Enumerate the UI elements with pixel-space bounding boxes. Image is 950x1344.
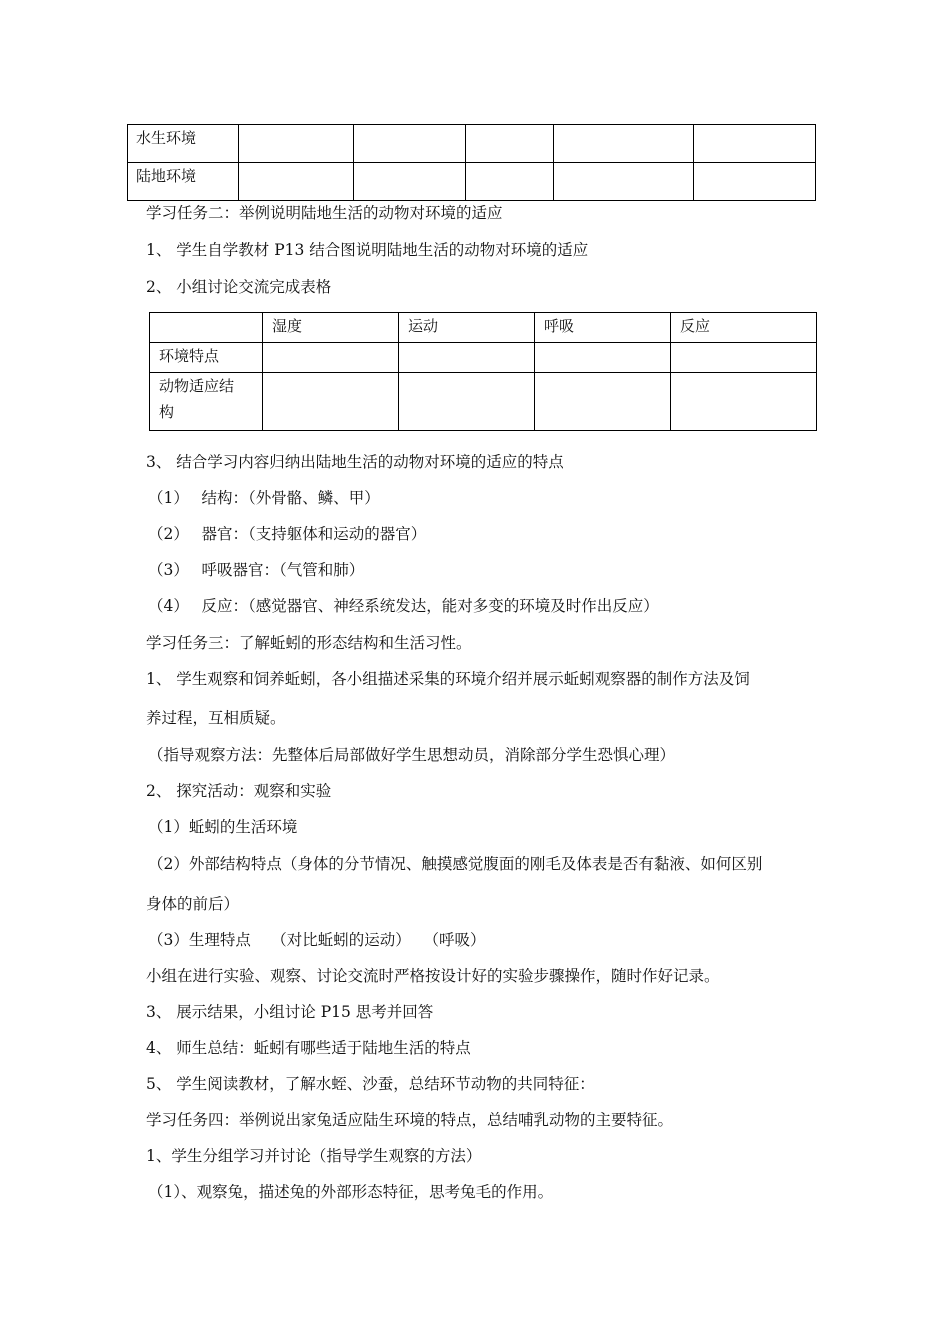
- table-cell: [150, 313, 263, 343]
- table-cell: [239, 125, 354, 163]
- task3-step5: 5、 学生阅读教材，了解水蛭、沙蚕，总结环节动物的共同特征：: [146, 1075, 595, 1093]
- task4-title: 学习任务四：举例说出家兔适应陆生环境的特点，总结哺乳动物的主要特征。: [146, 1111, 674, 1129]
- list-item: （3） 呼吸器官：（气管和肺）: [148, 561, 365, 579]
- table-row: [128, 125, 816, 163]
- task2-step1: 1、 学生自学教材 P13 结合图说明陆地生活的动物对环境的适应: [146, 241, 589, 259]
- task3-sub2-line2: 身体的前后）: [146, 895, 240, 913]
- task3-sub1: （1）蚯蚓的生活环境: [148, 818, 298, 836]
- table-cell: [263, 373, 399, 431]
- row-label-structure: [150, 373, 263, 431]
- task2-step3: 3、 结合学习内容归纳出陆地生活的动物对环境的适应的特点: [146, 453, 564, 471]
- task3-group-note: 小组在进行实验、观察、讨论交流时严格按设计好的实验步骤操作，随时作好记录。: [146, 967, 720, 985]
- table-row: [150, 373, 817, 431]
- header-response: 反应: [671, 313, 817, 343]
- table-cell: [671, 343, 817, 373]
- row-label-aquatic: 水生环境: [128, 125, 239, 163]
- table-cell: [399, 343, 535, 373]
- table-cell: [693, 125, 815, 163]
- table-cell: [466, 125, 553, 163]
- task3-step2: 2、 探究活动：观察和实验: [146, 782, 332, 800]
- table-cell: [399, 373, 535, 431]
- table-row: [150, 343, 817, 373]
- task3-sub2-line1: （2）外部结构特点（身体的分节情况、触摸感觉腹面的刚毛及体表是否有黏液、如何区别: [148, 855, 763, 873]
- task4-sub1: （1）、观察兔，描述兔的外部形态特征，思考兔毛的作用。: [148, 1183, 554, 1201]
- table-cell: [535, 373, 671, 431]
- task2-title: 学习任务二：举例说明陆地生活的动物对环境的适应: [146, 204, 503, 222]
- list-item: （2） 器官：（支持躯体和运动的器官）: [148, 525, 427, 543]
- task3-guide: （指导观察方法：先整体后局部做好学生思想动员，消除部分学生恐惧心理）: [148, 746, 676, 764]
- habitat-table: [127, 124, 816, 201]
- list-item: （4） 反应：（感觉器官、神经系统发达，能对多变的环境及时作出反应）: [148, 597, 659, 615]
- task2-step2: 2、 小组讨论交流完成表格: [146, 278, 332, 296]
- table-row: [128, 163, 816, 201]
- table-cell: [693, 163, 815, 201]
- adaptation-table: [149, 312, 817, 431]
- row-label-structure-line2: 构: [159, 403, 175, 421]
- task3-title: 学习任务三：了解蚯蚓的形态结构和生活习性。: [146, 634, 472, 652]
- table-cell: [535, 343, 671, 373]
- task3-step4: 4、 师生总结：蚯蚓有哪些适于陆地生活的特点: [146, 1039, 471, 1057]
- row-label-structure-line1: 动物适应结: [159, 377, 235, 395]
- table-row: [150, 313, 817, 343]
- table-cell: [239, 163, 354, 201]
- task3-step1-line1: 1、 学生观察和饲养蚯蚓，各小组描述采集的环境介绍并展示蚯蚓观察器的制作方法及饲: [146, 670, 750, 688]
- header-humidity: 湿度: [263, 313, 399, 343]
- task4-step1: 1、学生分组学习并讨论（指导学生观察的方法）: [146, 1147, 482, 1165]
- task3-step1-line2: 养过程，互相质疑。: [146, 709, 286, 727]
- list-item: （1） 结构：（外骨骼、鳞、甲）: [148, 489, 380, 507]
- header-movement: 运动: [399, 313, 535, 343]
- table-cell: [354, 125, 466, 163]
- task3-sub3: （3）生理特点 （对比蚯蚓的运动） （呼吸）: [148, 931, 486, 949]
- table-cell: [671, 373, 817, 431]
- table-cell: [354, 163, 466, 201]
- header-respiration: 呼吸: [535, 313, 671, 343]
- table-cell: [553, 163, 693, 201]
- task3-step3: 3、 展示结果，小组讨论 P15 思考并回答: [146, 1003, 434, 1021]
- row-label-environment: 环境特点: [150, 343, 263, 373]
- table-cell: [466, 163, 553, 201]
- table-cell: [553, 125, 693, 163]
- row-label-land: 陆地环境: [128, 163, 239, 201]
- table-cell: [263, 343, 399, 373]
